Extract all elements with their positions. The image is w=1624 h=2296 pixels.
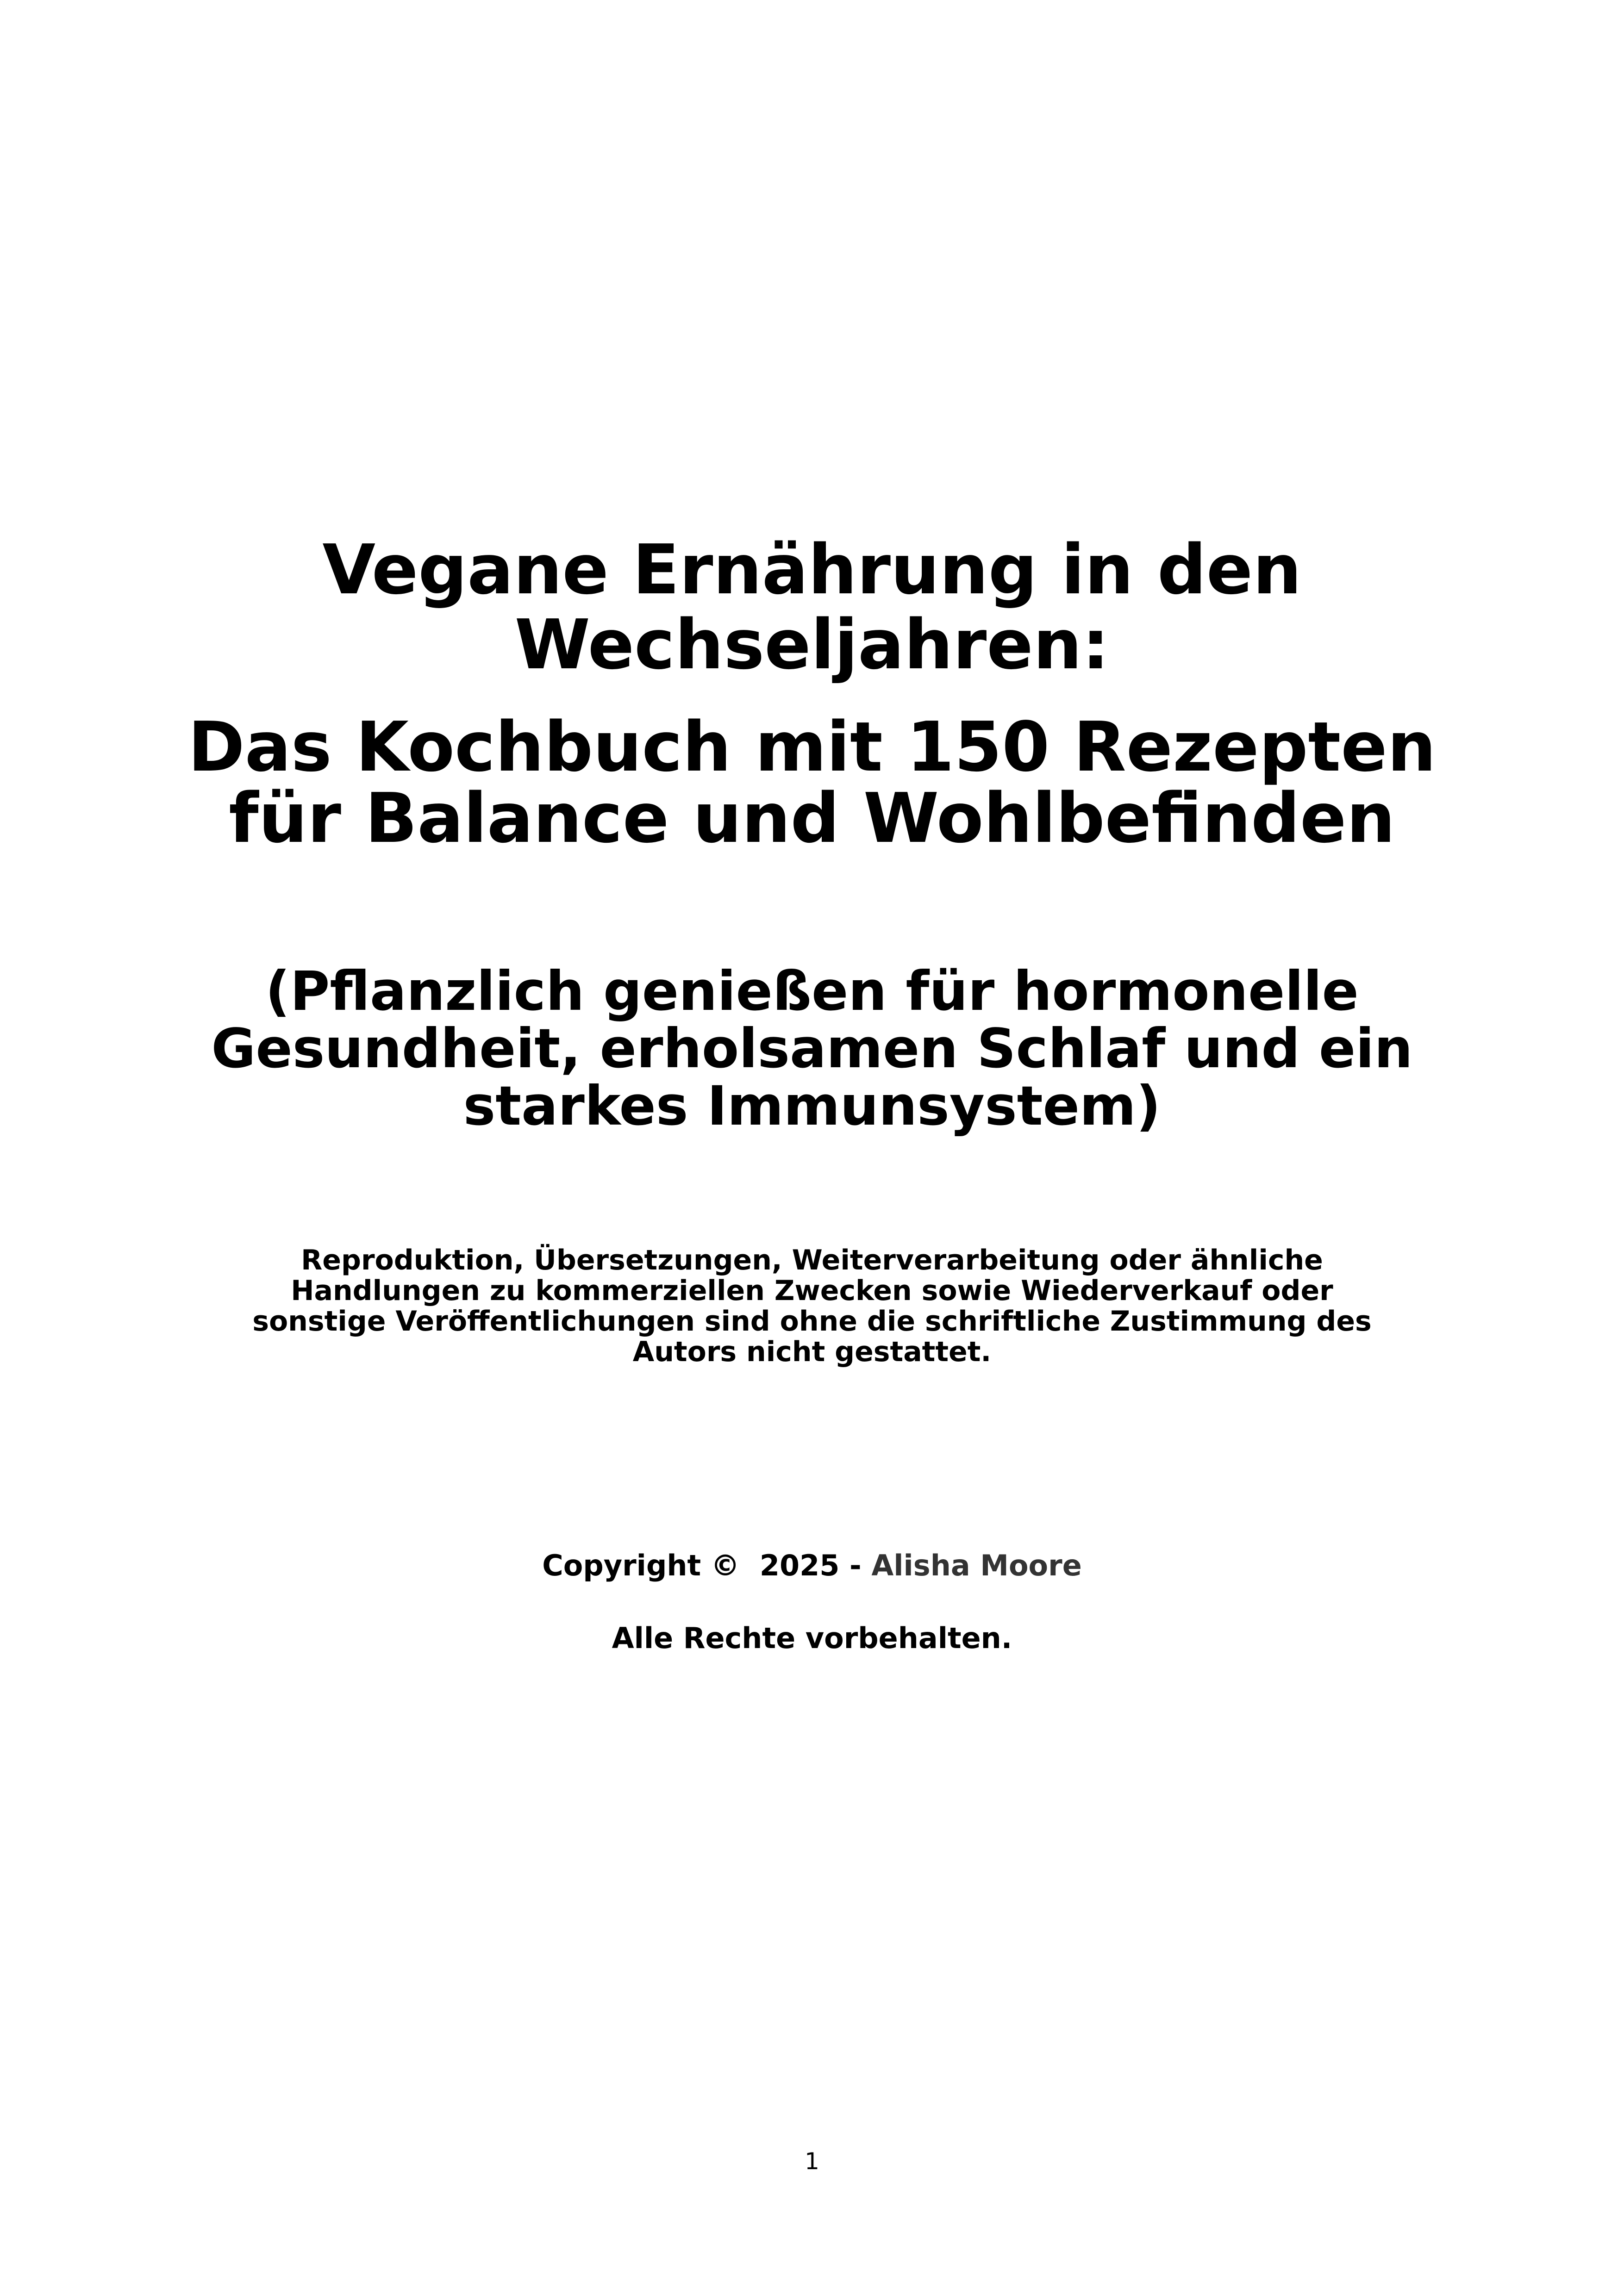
book-tagline-line: starkes Immunsystem) — [463, 1074, 1161, 1138]
book-title-line: Vegane Ernährung in den — [322, 530, 1302, 610]
book-subtitle — [0, 707, 1624, 858]
page-number: 1 — [805, 2148, 819, 2175]
legal-notice-line: Handlungen zu kommerziellen Zwecken sowie Wiederverkauf oder — [291, 1275, 1333, 1307]
book-tagline-line: (Pflanzlich genießen für hormonelle — [265, 959, 1359, 1023]
legal-notice-line: Reproduktion, Übersetzungen, Weiterverarbeitung oder ähnliche — [301, 1244, 1323, 1276]
legal-notice-line: sonstige Veröffentlichungen sind ohne die schriftliche Zustimmung des — [252, 1305, 1372, 1338]
book-title — [0, 532, 1624, 682]
legal-notice-line: Autors nicht gestattet. — [632, 1336, 992, 1368]
book-tagline-line: Gesundheit, erholsamen Schlaf und ein — [211, 1017, 1413, 1080]
copyright-line — [0, 1547, 1624, 1584]
legal-notice — [0, 1245, 1624, 1367]
author-name: Alisha Moore — [871, 1549, 1082, 1582]
book-tagline — [0, 959, 1624, 1138]
copyright-prefix: Copyright © 2025 - — [542, 1549, 872, 1582]
book-subtitle-line: für Balance und Wohlbefinden — [229, 778, 1395, 858]
book-title-line: Wechseljahren: — [514, 605, 1110, 684]
rights-reserved: Alle Rechte vorbehalten. — [612, 1621, 1012, 1655]
book-subtitle-line: Das Kochbuch mit 150 Rezepten — [187, 707, 1437, 787]
